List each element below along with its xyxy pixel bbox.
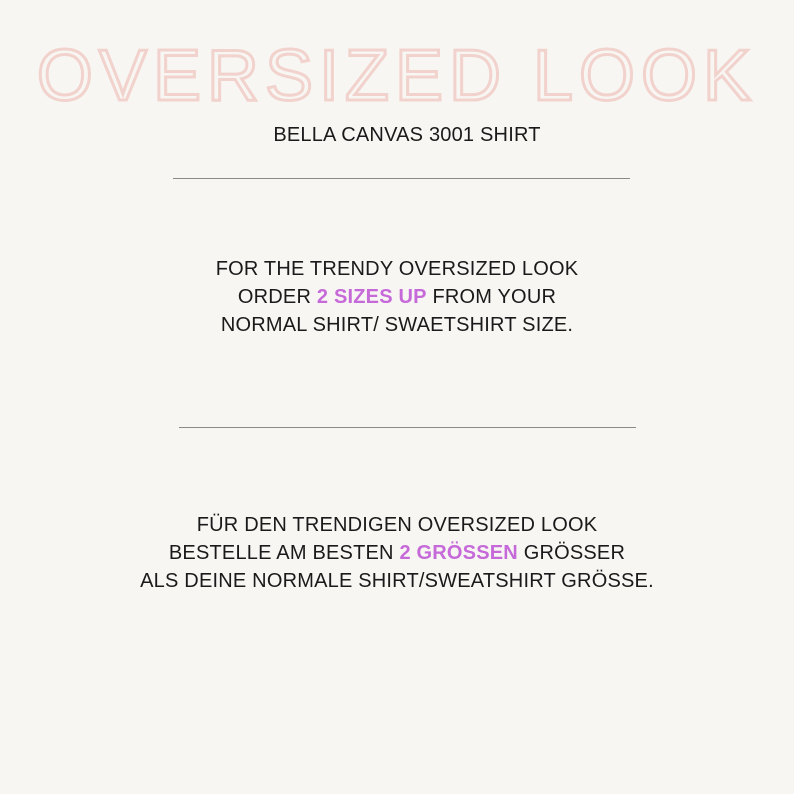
english-size-highlight: 2 SIZES UP bbox=[316, 286, 427, 308]
title-text: OVERSIZED LOOK bbox=[36, 36, 758, 110]
title-outline-text bbox=[0, 30, 794, 110]
english-line-1: FOR THE TRENDY OVERSIZED LOOK bbox=[215, 258, 579, 280]
german-line-1: FÜR DEN TRENDIGEN OVERSIZED LOOK bbox=[196, 514, 598, 536]
divider-top bbox=[173, 178, 630, 179]
page-title bbox=[0, 30, 794, 110]
english-line-2 bbox=[0, 283, 794, 311]
english-line-2-pre: ORDER bbox=[237, 286, 317, 308]
english-line-2-post: FROM YOUR bbox=[426, 286, 557, 308]
german-size-highlight: 2 GRÖSSEN bbox=[399, 542, 518, 564]
german-line-2 bbox=[0, 539, 794, 567]
product-subtitle: BELLA CANVAS 3001 SHIRT bbox=[273, 124, 541, 146]
english-line-3: NORMAL SHIRT/ SWAETSHIRT SIZE. bbox=[220, 314, 574, 336]
english-instructions bbox=[0, 255, 794, 339]
german-instructions bbox=[0, 511, 794, 595]
german-line-3: ALS DEINE NORMALE SHIRT/SWEATSHIRT GRÖSSE. bbox=[140, 570, 654, 592]
divider-middle bbox=[179, 427, 636, 428]
german-line-2-post: GRÖSSER bbox=[517, 542, 626, 564]
german-line-2-pre: BESTELLE AM BESTEN bbox=[168, 542, 400, 564]
